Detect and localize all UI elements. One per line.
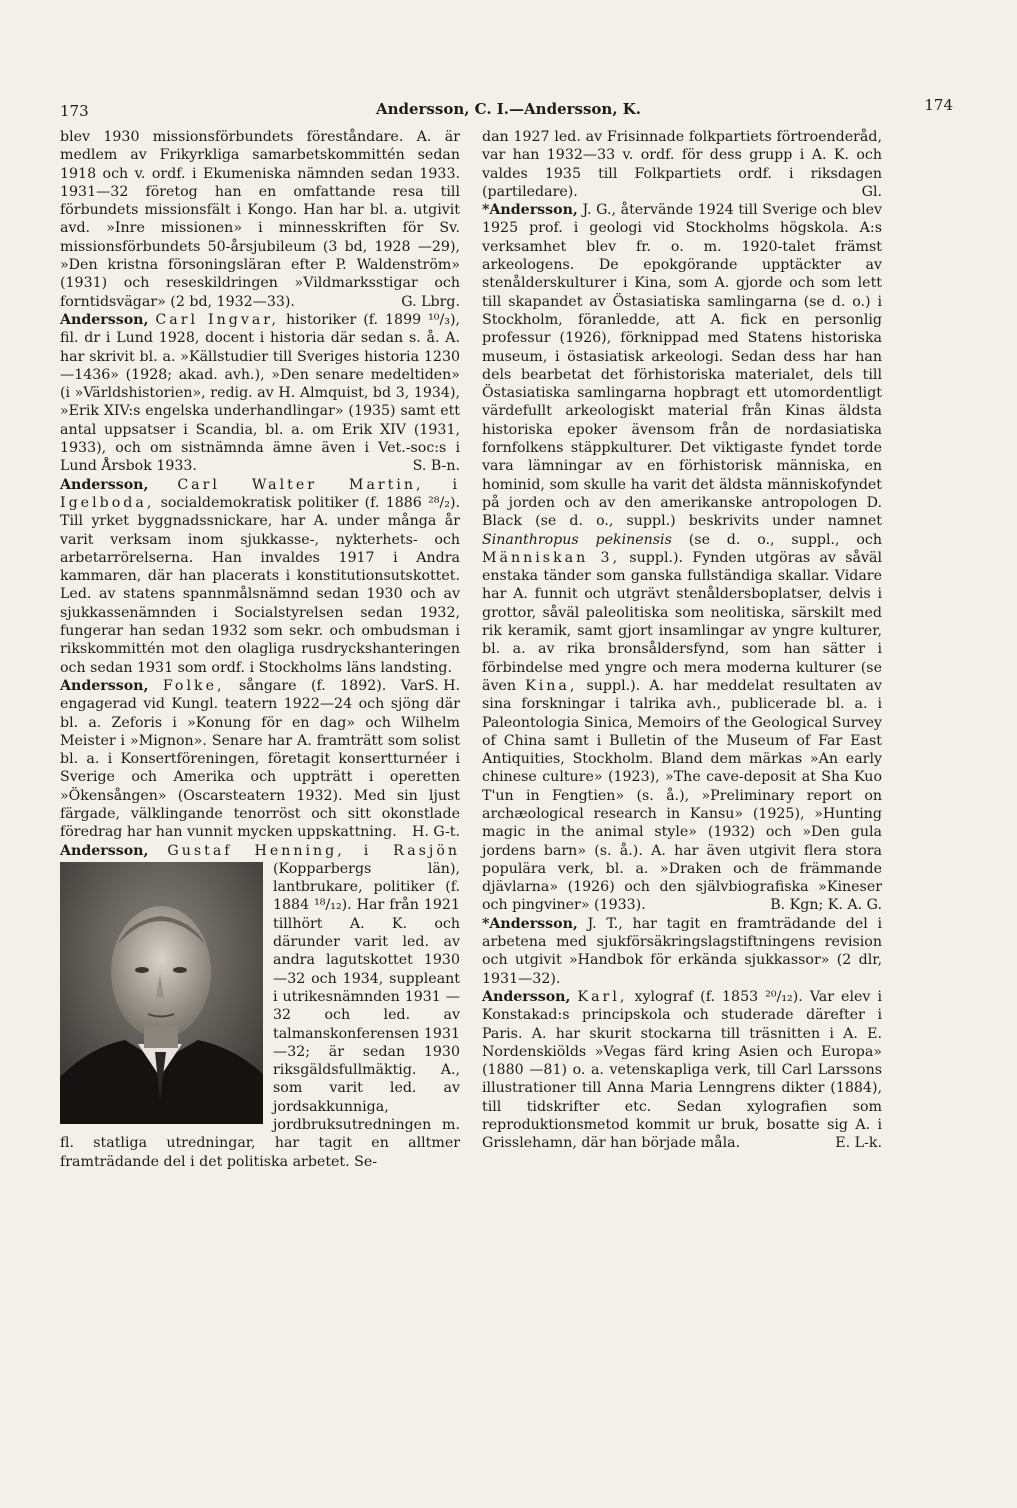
author-signature: S. H.	[424, 677, 460, 694]
article-gustaf-henning	[60, 842, 460, 1171]
entry-surname: *Andersson,	[482, 202, 578, 219]
species-name: Sinanthropus pekinensis	[482, 531, 672, 548]
entry-place: i Rasjön	[363, 842, 461, 859]
article-text: suppl.). Fynden utgöras av såväl enstaka tänder som ganska fullständiga skallar. Vidare har A. funnit och utgrävt stenåldersboplatser, delvis i grottor, såväl paleolitiska som neolitiska, särskilt med rik keramik, samt gjort insamlingar av yngre kulturer, bl. a. av rika bronsåldersfynd, som han sätter i förbindelse med yngre och mera moderna kulturer (se även	[482, 549, 882, 694]
entry-place: i Igelboda,	[60, 476, 460, 511]
author-signature: G. Lbrg.	[401, 293, 460, 310]
entry-given-name: Gustaf Henning,	[167, 842, 345, 859]
article-text: har tagit en framträdande del i arbetena med sjukförsäkringslagstiftningens revision och utgivit »Handbok för erkända sjukkassor» (2 dlr, 1931—32).	[482, 915, 883, 987]
entry-given-name: Carl Ingvar,	[155, 311, 280, 328]
article-text: dan 1927 led. av Frisinnade folkpartiets förtroenderåd, var han 1932—33 v. ordf. för dess grupp i A. K. och valdes 1935 till Folkpartiets ordf. i riksdagen (partiledare).	[482, 129, 882, 200]
article-text: sångare (f. 1892). Var engagerad vid Kungl. teatern 1922—24 och sjöng där bl. a. Zeforis i »Konung för en dag» och Wilhelm Meister i »Mignon». Senare har A. framträtt som solist bl. a. i Konsertföreningen, företagit konsertturnéer i Sverige och Amerika och uppträtt i operetten »Ökensången» (Oscarsteatern 1932). Med sin ljust färgade, välklingande tenorröst och sitt okonstlade föredrag har han vunnit mycken uppskattning.	[60, 677, 460, 841]
article-text: xylograf (f. 1853 ²⁰/₁₂). Var elev i Konstakad:s principskola och studerade därefter i Paris. A. har skurit stockarna till träsnitten i A. E. Nordenskiölds »Vegas färd kring Asien och Europa» (1880 —81) o. a. vetenskapliga verk, till Carl Larssons illustrationer till Anna Maria Lenngrens dikter (1884), till tidskrifter etc. Sedan xylografien som reproduktionsmetod kommit ur bruk, bosatte sig A. i Grisslehamn, där han började måla.	[482, 988, 882, 1152]
article-continuation	[482, 128, 882, 201]
article-text: socialdemokratisk politiker (f. 1886 ²⁸/₂). Till yrket byggnadssnickare, har A. under många år varit verksam inom sjukkasse-, nykterhets- och arbetarrörelserna. Han invaldes 1917 i Andra kammaren, där han placerats i konstitutionsutskottet. Led. av statens spannmålsnämnd sedan 1930 och av sjukkassenämnden i Socialstyrelsen sedan 1932, fungerar han sedan 1932 som sekr. och ombudsman i rikskommittén mot den olagliga rusdryckshanteringen och sedan 1931 som ordf. i Stockholms läns landsting.	[60, 494, 460, 676]
cross-reference: Människan 3,	[482, 549, 621, 566]
entry-surname: *Andersson,	[482, 915, 578, 932]
page-header	[60, 98, 957, 124]
author-signature: B. Kgn; K. A. G.	[770, 897, 882, 914]
entry-surname: Andersson,	[60, 842, 149, 859]
article-karl	[482, 988, 882, 1153]
article-text: (Kopparbergs län), lantbrukare, politiker (f. 1884 ¹⁸/₁₂). Har från 1921 tillhört A. K. och därunder varit led. av andra lagutskottet 1930—32 och 1934, suppleant i utrikesnämnden 1931 —32 och led. av talmanskonferensen 1931 —32; är sedan 1930 riksgäldsfullmäktig. A., som varit led. av jordsakkunniga, jordbruksutredningen m. fl. statliga utredningar, har tagit en alltmer framträdande del i det politiska arbetet. Se-	[60, 860, 460, 1170]
article-continuation	[60, 128, 460, 311]
author-signature: E. L-k.	[835, 1135, 882, 1152]
article-text: återvände 1924 till Sverige och blev 1925 prof. i geologi vid Stockholms högskola. A:s verksamhet blev fr. o. m. 1920-talet främst arkeologens. De epokgörande upptäckter av stenålderskulturer i Kina, som A. gjorde och som lett till skapandet av Östasiatiska samlingarna (se d. o.) i Stockholm, föranledde, att A. fick en personlig professur (1926), förknippad med Statens historiska museum, i östasiatisk arkeologi. Sedan dess har han dels bearbetat det förhistoriska materialet, dels till Östasiatiska samlingarna hopbragt ett utomordentligt värdefullt arkeologiskt material från Kinas äldsta historiska epoker ävensom från de nordasiatiska fornfolkens stäppkulturer. Det viktigaste fyndet torde vara lämningar av en förhistorisk människa, en hominid, som skulle ha varit det äldsta människofyndet på jorden och av den amerikanske antropologen D. Black (se d. o., suppl.) beskrivits under namnet	[482, 202, 883, 530]
entry-given-name: Carl Walter Martin,	[177, 476, 424, 493]
entry-given-name: Karl,	[577, 988, 628, 1005]
left-column	[60, 128, 460, 1171]
page-number-right: 174	[924, 96, 953, 114]
entry-given-name: J. G.,	[582, 202, 617, 219]
portrait-photo-icon	[60, 862, 263, 1124]
right-column	[482, 128, 882, 1153]
article-text: suppl.). A. har meddelat resultaten av sina forskningar i talrika avh., publicerade bl. a. i Paleontologia Sinica, Memoirs of the Geological Survey of China samt i Bulletin of the Museum of Far East Antiquities, Stockholm. Bland dem märkas »An early chinese culture» (1923), »The cave-deposit at Sha Kuo T'un in Fengtien» (s. å.), »Preliminary report on archæological research in Kansu» (1925), »Hunting magic in the animal style» (1932) och »Den gula jordens barn» (s. å.). A. har även utgivit flera stora populära verk, bl. a. »Draken och de främmande djävlarna» (1926) och den självbiografiska »Kineser och pingviner» (1933).	[482, 677, 883, 914]
entry-surname: Andersson,	[60, 311, 149, 328]
article-carl-ingvar	[60, 311, 460, 476]
article-jt	[482, 915, 882, 988]
article-text: blev 1930 missionsförbundets föreståndare. A. är medlem av Frikyrkliga samarbetskommittén sedan 1918 och v. ordf. i Ekumeniska nämnden sedan 1933. 1931—32 företog han en omfattande resa till förbundets missionsfält i Kongo. Han har bl. a. utgivit avd. »Inre missionen» i minnesskriften för Sv. missionsförbundets 50-årsjubileum (3 bd, 1928 —29), »Den kristna försoningsläran efter P. Waldenström» (1931) och reseskildringen »Vildmarksstigar och forntidsvägar» (2 bd, 1932—33).	[60, 129, 460, 310]
author-signature: Gl.	[861, 183, 882, 200]
article-johan-gunnar	[482, 201, 882, 915]
author-signature: S. B-n.	[412, 458, 460, 475]
entry-surname: Andersson,	[482, 988, 571, 1005]
article-text: historiker (f. 1899 ¹⁰/₃), fil. dr i Lund 1928, docent i historia där sedan s. å. A. har skrivit bl. a. »Källstudier till Sveriges historia 1230—1436» (1928; akad. avh.), »Den senare medeltiden» (i »Världshistorien», redig. av H. Almquist, bd 3, 1934), »Erik XIV:s engelska underhandlingar» (1935) samt ett antal uppsatser i Scandia, bl. a. om Erik XIV (1931, 1933), och om sistnämnda ämne även i Vet.-soc:s i Lund Årsbok 1933.	[60, 311, 460, 475]
entry-surname: Andersson,	[60, 476, 149, 493]
author-signature: H. G-t.	[412, 824, 460, 841]
page-title: Andersson, C. I.—Andersson, K.	[375, 100, 642, 118]
entry-given-name: Folke,	[162, 677, 225, 694]
article-text: (se d. o., suppl., och	[688, 531, 883, 548]
cross-reference: Kina,	[525, 677, 578, 694]
entry-given-name: J. T.,	[587, 915, 623, 932]
entry-surname: Andersson,	[60, 677, 149, 694]
article-folke	[60, 677, 460, 842]
page-number-left: 173	[60, 102, 89, 120]
